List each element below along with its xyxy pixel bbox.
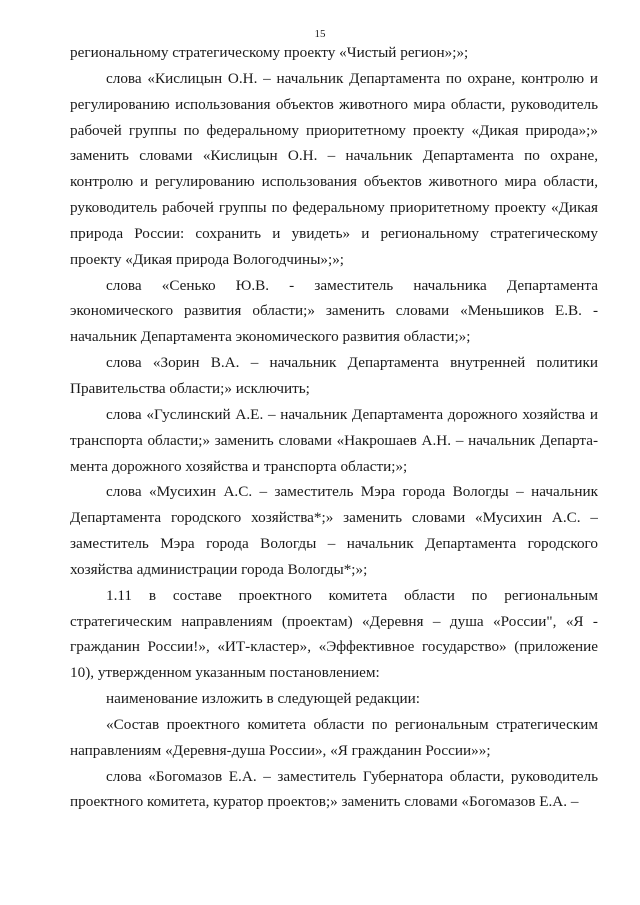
- paragraph: [70, 402, 598, 480]
- text-line: контролю и регулированию использования объектов животного мира области,: [70, 173, 598, 191]
- text-line: слова «Мусихин А.С. – заместитель Мэра города Вологды – начальник: [106, 483, 598, 501]
- text-line: проекту «Дикая природа Вологодчины»;»;: [70, 250, 345, 268]
- text-line: экономического развития области;» заменить словами «Меньшиков Е.В. -: [70, 302, 598, 320]
- text-line: хозяйства администрации города Вологды*;»;: [70, 560, 368, 578]
- text-line: слова «Гуслинский А.Е. – начальник Департамента дорожного хозяйства и: [106, 405, 598, 423]
- text-line: проектного комитета, куратор проектов;» заменить словами «Богомазов Е.А. –: [70, 793, 579, 811]
- text-line: слова «Кислицын О.Н. – начальник Департамента по охране, контролю и: [106, 69, 598, 87]
- paragraph: [70, 273, 598, 351]
- paragraph: [70, 686, 598, 712]
- paragraph: [70, 40, 598, 66]
- text-line: заместитель Мэра города Вологды – начальник Департамента городского: [70, 535, 598, 553]
- text-line: 10), утвержденном указанным постановлением:: [70, 664, 380, 682]
- page-number: 15: [314, 28, 326, 40]
- paragraph: [70, 479, 598, 582]
- paragraph: [70, 350, 598, 402]
- text-line: стратегическим направлениям (проектам) «Деревня – душа «России", «Я -: [70, 612, 598, 630]
- text-line: направлениям «Деревня-душа России», «Я гражданин России»»;: [70, 741, 491, 759]
- text-line: слова «Богомазов Е.А. – заместитель Губернатора области, руководитель: [106, 767, 598, 785]
- text-line: рабочей группы по федеральному приоритетному проекту «Дикая природа»;»: [70, 121, 598, 139]
- text-line: Департамента городского хозяйства*;» заменить словами «Мусихин А.С. –: [70, 509, 598, 527]
- paragraph: [70, 583, 598, 686]
- text-line: Правительства области;» исключить;: [70, 379, 310, 397]
- text-line: руководитель рабочей группы по федеральному приоритетному проекту «Дикая: [70, 199, 598, 217]
- paragraph: [70, 764, 598, 816]
- text-line: регулированию использования объектов животного мира области, руководитель: [70, 95, 598, 113]
- text-line: слова «Сенько Ю.В. - заместитель начальника Департамента: [106, 276, 598, 294]
- text-line: природа России: сохранить и увидеть» и региональному стратегическому: [70, 224, 598, 242]
- text-line: 1.11 в составе проектного комитета области по региональным: [106, 586, 598, 604]
- text-line: начальник Департамента экономического развития области;»;: [70, 328, 471, 346]
- text-line: региональному стратегическому проекту «Чистый регион»;»;: [70, 44, 469, 61]
- text-line: слова «Зорин В.А. – начальник Департамента внутренней политики: [106, 354, 598, 372]
- paragraph: [70, 66, 598, 273]
- document-body: [70, 40, 598, 815]
- text-line: заменить словами «Кислицын О.Н. – начальник Департамента по охране,: [70, 147, 598, 165]
- text-line: мента дорожного хозяйства и транспорта области;»;: [70, 457, 408, 475]
- text-line: гражданин России!», «ИТ-кластер», «Эффективное государство» (приложение: [70, 638, 598, 656]
- text-line: наименование изложить в следующей редакции:: [106, 690, 420, 708]
- text-line: «Состав проектного комитета области по региональным стратегическим: [106, 715, 598, 733]
- paragraph: [70, 712, 598, 764]
- text-line: транспорта области;» заменить словами «Накрошаев А.Н. – начальник Департа-: [70, 431, 598, 449]
